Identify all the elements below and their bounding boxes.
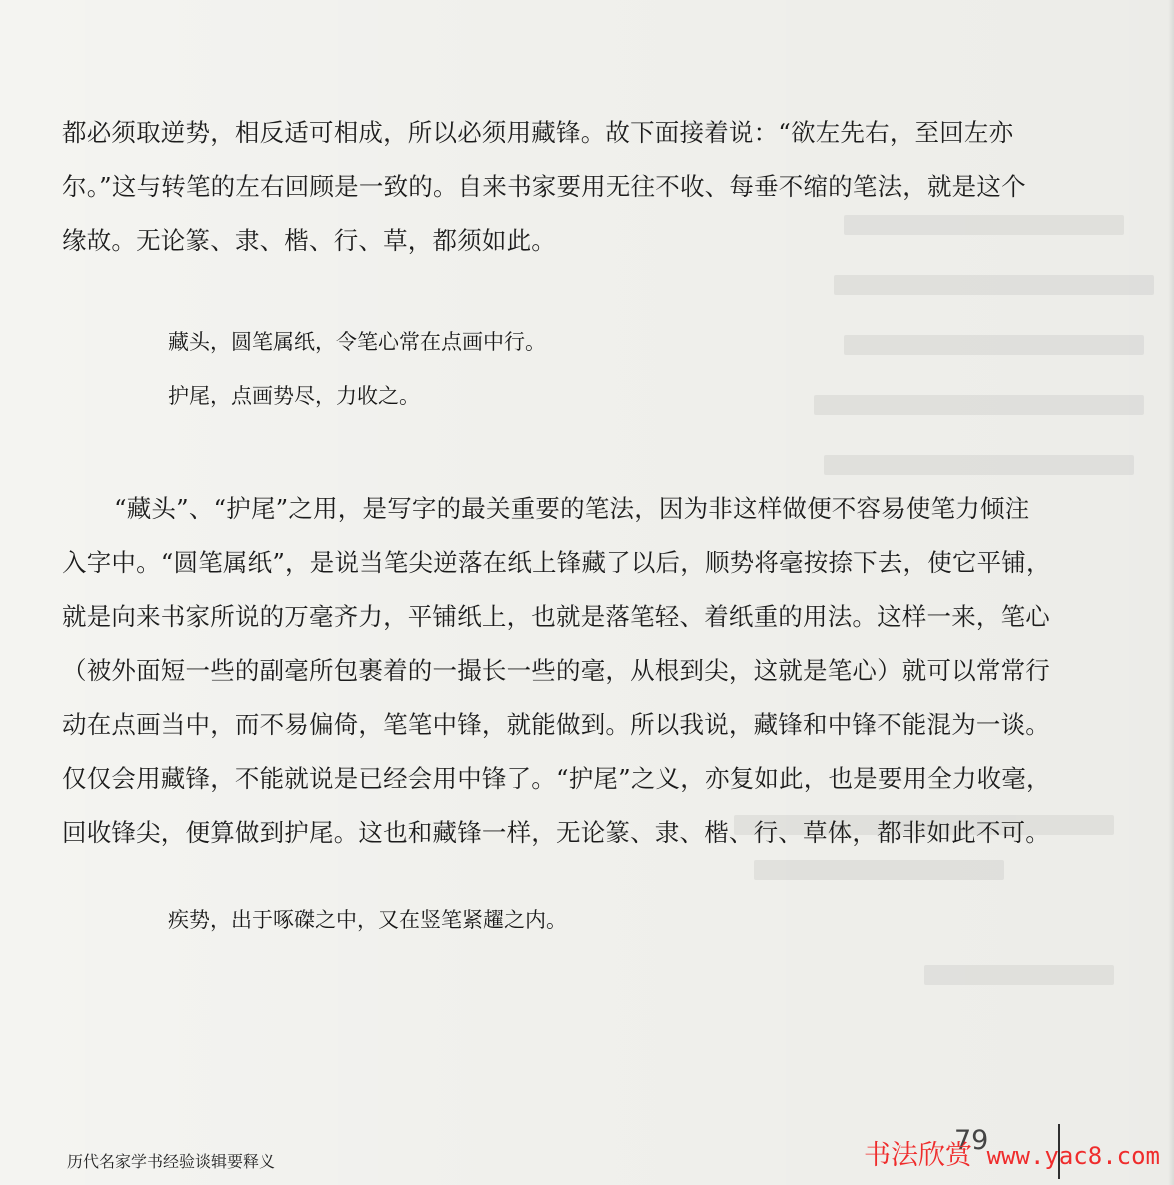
classical-quote: 藏头，圆笔属纸，令笔心常在点画中行。 — [168, 330, 546, 354]
paragraph-line: 缘故。无论篆、隶、楷、行、草，都须如此。 — [62, 226, 556, 255]
watermark-url: www.yac8.com — [986, 1142, 1160, 1170]
site-watermark — [864, 1141, 1160, 1171]
paragraph-line: （被外面短一些的副毫所包裹着的一撮长一些的毫，从根到尖，这就是笔心）就可以常常行 — [62, 656, 1050, 685]
paragraph-line: 都必须取逆势，相反适可相成，所以必须用藏锋。故下面接着说：“欲左先右，至回左亦 — [62, 118, 1014, 147]
paragraph-line: 入字中。“圆笔属纸”，是说当笔尖逆落在纸上锋藏了以后，顺势将毫按捺下去，使它平铺， — [62, 548, 1051, 577]
classical-quote: 护尾，点画势尽，力收之。 — [168, 384, 420, 408]
explanation-paragraph — [62, 482, 1054, 860]
page-edge-shadow — [1168, 0, 1174, 1185]
page-number: 79 — [954, 1125, 989, 1156]
opening-paragraph — [62, 106, 1054, 268]
paragraph-line: 动在点画当中，而不易偏倚，笔笔中锋，就能做到。所以我说，藏锋和中锋不能混为一谈。 — [62, 710, 1050, 739]
book-title-footer: 历代名家学书经验谈辑要释义 — [67, 1152, 276, 1171]
paragraph-line: 就是向来书家所说的万毫齐力，平铺纸上，也就是落笔轻、着纸重的用法。这样一来，笔心 — [62, 602, 1050, 631]
classical-quote: 疾势，出于啄磔之中，又在竖笔紧趯之内。 — [168, 908, 567, 932]
paragraph-line: “藏头”、“护尾”之用，是写字的最关重要的笔法，因为非这样做便不容易使笔力倾注 — [114, 494, 1030, 523]
paragraph-line: 回收锋尖，便算做到护尾。这也和藏锋一样，无论篆、隶、楷、行、草体，都非如此不可。 — [62, 818, 1050, 847]
watermark-site-name: 书法欣赏 — [864, 1140, 972, 1171]
paragraph-line: 尔。”这与转笔的左右回顾是一致的。自来书家要用无往不收、每垂不缩的笔法，就是这个 — [62, 172, 1026, 201]
paragraph-line: 仅仅会用藏锋，不能就说是已经会用中锋了。“护尾”之义，亦复如此，也是要用全力收毫， — [62, 764, 1051, 793]
